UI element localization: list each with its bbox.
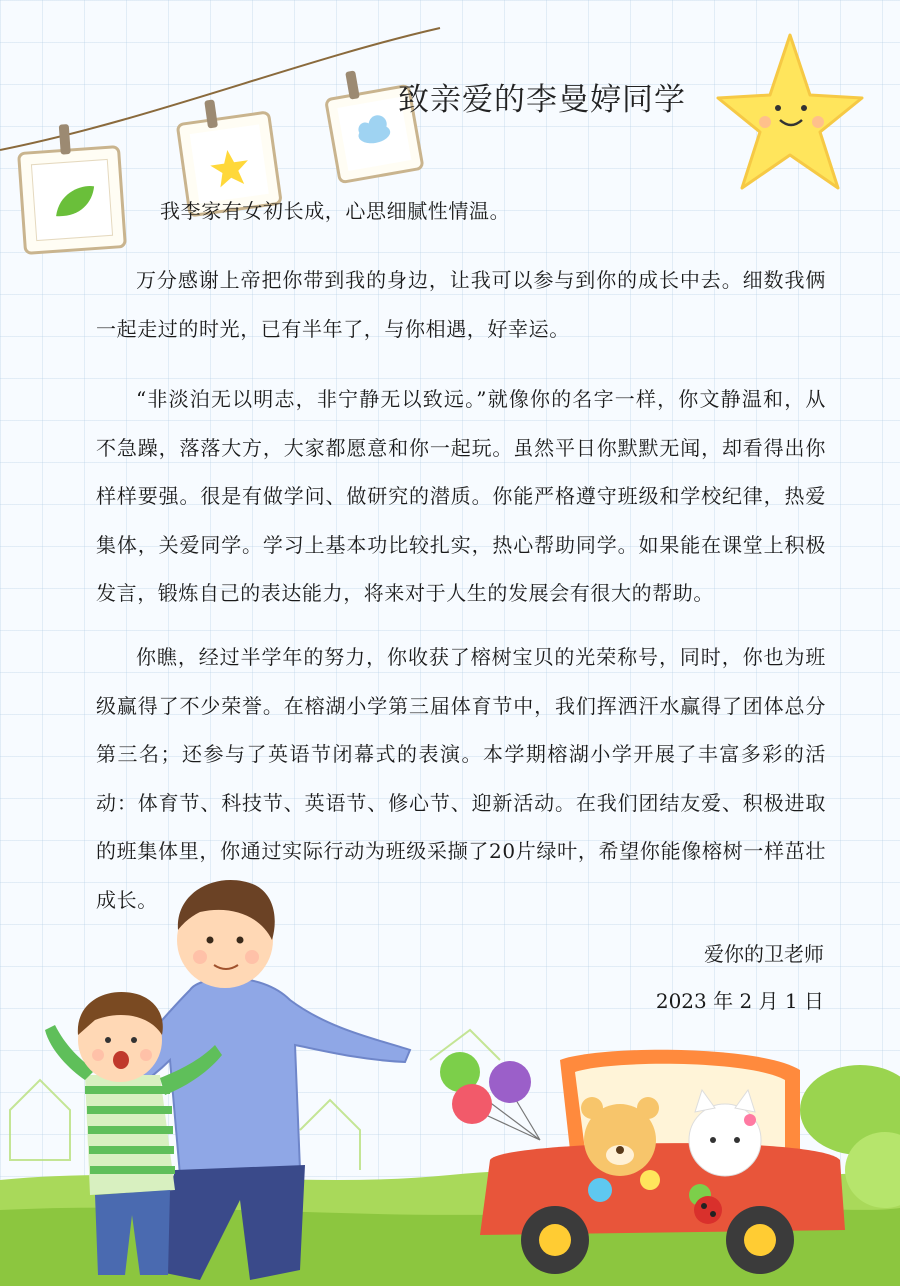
paragraph-opening: 我李家有女初长成，心思细腻性情温。 (160, 199, 511, 223)
paragraph-achievements: 你瞧，经过半学年的努力，你收获了榕树宝贝的光荣称号，同时，你也为班级赢得了不少荣誉。在榕湖小学第三届体育节中，我们挥洒汗水赢得了团体总分第三名；还参与了英语节闭幕式的表演。本学期榕湖小学开展了丰富多彩的活动：体育节、科技节、英语节、修心节、迎新活动。在我们团结友爱、积极进取的班集体里，你通过实际行动为班级采撷了20片绿叶，希望你能像榕树一样茁壮成长。 (96, 645, 826, 912)
signature: 爱你的卫老师 (704, 942, 824, 966)
paragraph-character: “非淡泊无以明志，非宁静无以致远。”就像你的名字一样，你文静温和，从不急躁，落落大方，大家都愿意和你一起玩。虽然平日你默默无闻，却看得出你样样要强。很是有做学问、做研究的潜质。你能严格遵守班级和学校纪律，热爱集体，关爱同学。学习上基本功比较扎实，热心帮助同学。如果能在课堂上积极发言，锻炼自己的表达能力，将来对于人生的发展会有很大的帮助。 (96, 387, 826, 605)
letter-date: 2023 年 2 月 1 日 (655, 989, 824, 1013)
paragraph-gratitude: 万分感谢上帝把你带到我的身边，让我可以参与到你的成长中去。细数我俩一起走过的时光，已有半年了，与你相遇，好幸运。 (96, 268, 826, 341)
hanging-card-leaf (17, 121, 126, 254)
balloons-icon (440, 1052, 540, 1140)
letter-title: 致亲爱的李曼婷同学 (398, 82, 686, 118)
smiling-star-icon (718, 35, 862, 188)
